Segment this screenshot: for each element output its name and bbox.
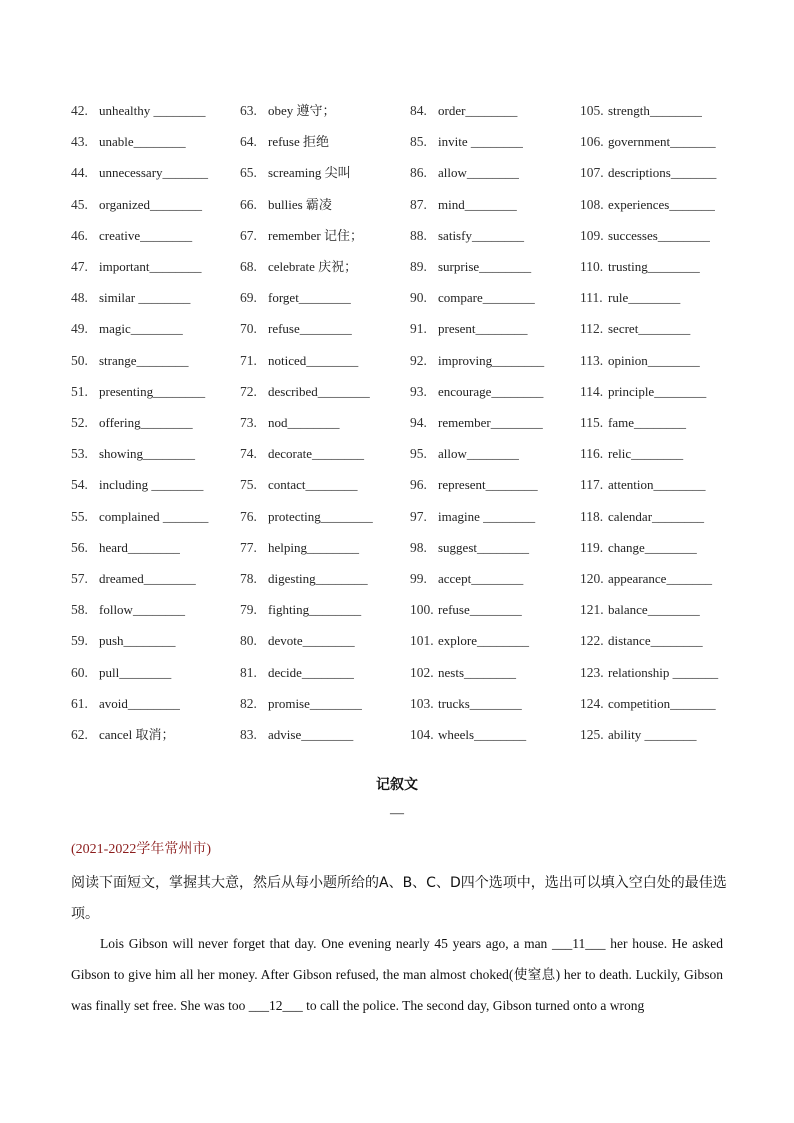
vocab-word: descriptions_______ — [608, 165, 717, 181]
vocab-number: 84. — [410, 103, 427, 118]
vocab-word: magic________ — [99, 321, 183, 337]
vocab-word: nests________ — [438, 664, 516, 680]
vocab-number: 74. — [240, 446, 257, 462]
vocab-item — [71, 257, 202, 277]
vocab-item — [240, 382, 370, 402]
vocab-item — [580, 226, 710, 246]
vocab-item — [71, 507, 208, 527]
vocab-word: digesting________ — [268, 571, 368, 586]
vocab-word: including ________ — [99, 477, 204, 493]
vocab-number: 103. — [410, 695, 434, 711]
vocab-number: 119. — [580, 539, 604, 555]
vocab-number: 123. — [580, 664, 604, 680]
vocab-word: strange________ — [99, 352, 189, 368]
vocab-number: 68. — [240, 259, 257, 274]
vocab-number: 48. — [71, 290, 88, 306]
vocab-word: bullies 霸凌 — [268, 196, 332, 212]
vocab-number: 115. — [580, 415, 604, 430]
vocab-item — [580, 725, 696, 745]
vocab-number: 122. — [580, 633, 604, 649]
vocab-item — [410, 600, 522, 620]
vocab-number: 64. — [240, 134, 257, 150]
vocab-word: suggest________ — [438, 539, 529, 555]
vocab-number: 116. — [580, 446, 604, 462]
vocab-item — [410, 163, 519, 183]
vocab-number: 102. — [410, 664, 434, 680]
vocab-word: cancel 取消； — [99, 727, 175, 742]
vocab-item — [580, 600, 700, 620]
vocab-number: 125. — [580, 727, 604, 742]
vocab-item — [580, 163, 716, 183]
vocab-word: distance________ — [608, 633, 703, 649]
vocab-number: 59. — [71, 633, 88, 649]
vocab-item — [71, 163, 208, 183]
vocab-number: 76. — [240, 508, 257, 524]
vocab-word: mind________ — [438, 196, 517, 212]
vocab-item — [240, 475, 358, 495]
vocab-number: 88. — [410, 227, 427, 243]
vocab-word: change________ — [608, 539, 697, 555]
vocab-number: 75. — [240, 477, 257, 493]
vocab-number: 85. — [410, 134, 427, 150]
vocab-item — [410, 351, 544, 371]
vocab-word: experiences_______ — [608, 196, 715, 212]
vocab-word: decide________ — [268, 664, 354, 680]
vocab-word: refuse________ — [438, 602, 522, 618]
vocab-word: explore________ — [438, 633, 529, 649]
vocab-item — [410, 257, 531, 277]
vocab-number: 96. — [410, 477, 427, 493]
vocab-number: 57. — [71, 571, 88, 586]
vocab-item — [240, 413, 340, 433]
vocab-word: push________ — [99, 633, 176, 649]
vocab-word: promise________ — [268, 695, 362, 711]
vocab-number: 81. — [240, 664, 257, 680]
vocab-item — [580, 663, 718, 683]
vocab-word: successes________ — [608, 227, 710, 243]
vocab-word: improving________ — [438, 352, 545, 368]
vocab-number: 80. — [240, 633, 257, 649]
vocab-item — [580, 569, 712, 589]
vocab-number: 62. — [71, 727, 88, 742]
vocab-number: 108. — [580, 196, 604, 212]
vocab-number: 63. — [240, 103, 257, 118]
vocab-number: 89. — [410, 259, 427, 274]
vocab-item — [580, 382, 706, 402]
vocab-word: unable________ — [99, 134, 186, 150]
vocab-number: 77. — [240, 539, 257, 555]
vocab-number: 53. — [71, 446, 88, 462]
vocab-number: 51. — [71, 383, 88, 399]
vocab-word: helping________ — [268, 539, 359, 555]
vocab-word: trusting________ — [608, 259, 700, 274]
vocab-word: fame________ — [608, 415, 686, 430]
vocab-word: noticed________ — [268, 352, 359, 368]
vocab-item — [71, 694, 180, 714]
vocab-item — [580, 444, 683, 464]
vocab-item — [580, 195, 715, 215]
vocab-word: relic________ — [608, 446, 684, 462]
vocab-number: 100. — [410, 602, 434, 618]
vocab-word: avoid________ — [99, 695, 180, 711]
vocab-number: 72. — [240, 383, 257, 399]
vocab-word: refuse________ — [268, 321, 352, 337]
vocab-item — [240, 694, 362, 714]
vocab-item — [71, 195, 202, 215]
vocab-number: 99. — [410, 571, 427, 586]
vocab-number: 117. — [580, 477, 604, 493]
vocab-item — [580, 132, 716, 152]
vocab-word: remember________ — [438, 415, 543, 430]
vocab-word: present________ — [438, 321, 528, 337]
vocab-number: 73. — [240, 415, 257, 430]
vocab-number: 66. — [240, 196, 257, 212]
vocab-item — [240, 538, 359, 558]
vocab-word: organized________ — [99, 196, 203, 212]
vocab-item — [71, 382, 205, 402]
vocab-item — [240, 507, 373, 527]
vocab-word: balance________ — [608, 602, 700, 618]
vocab-number: 83. — [240, 727, 257, 742]
vocab-number: 91. — [410, 321, 427, 337]
vocab-word: satisfy________ — [438, 227, 524, 243]
vocab-number: 82. — [240, 695, 257, 711]
vocab-word: imagine ________ — [438, 508, 536, 524]
vocab-number: 52. — [71, 415, 88, 430]
vocab-item — [240, 101, 336, 121]
vocab-word: order________ — [438, 103, 518, 118]
vocab-item — [240, 600, 361, 620]
vocab-item — [410, 101, 517, 121]
vocab-word: heard________ — [99, 539, 180, 555]
vocab-number: 79. — [240, 602, 257, 618]
vocab-word: protecting________ — [268, 508, 373, 524]
vocab-number: 45. — [71, 196, 88, 212]
section-number: — — [390, 806, 404, 821]
vocab-item — [240, 444, 364, 464]
vocab-word: accept________ — [438, 571, 524, 586]
vocab-item — [71, 569, 196, 589]
vocab-number: 46. — [71, 227, 88, 243]
vocab-number: 69. — [240, 290, 257, 306]
vocab-word: contact________ — [268, 477, 358, 493]
vocab-word: wheels________ — [438, 727, 527, 742]
vocab-item — [240, 725, 353, 745]
vocab-number: 114. — [580, 383, 604, 399]
vocab-number: 71. — [240, 352, 257, 368]
vocab-word: pull________ — [99, 664, 172, 680]
vocab-word: celebrate 庆祝； — [268, 259, 358, 274]
vocab-word: surprise________ — [438, 259, 532, 274]
vocab-word: presenting________ — [99, 383, 206, 399]
vocab-word: represent________ — [438, 477, 538, 493]
vocab-word: important________ — [99, 259, 202, 274]
vocab-number: 113. — [580, 352, 604, 368]
vocab-number: 86. — [410, 165, 427, 181]
vocab-number: 65. — [240, 165, 257, 181]
instructions: 阅读下面短文，掌握其大意，然后从每小题所给的A、B、C、D四个选项中，选出可以填入空白处的最佳选项。 — [71, 875, 727, 922]
vocab-item — [71, 600, 185, 620]
vocab-number: 87. — [410, 196, 427, 212]
vocab-item — [71, 226, 192, 246]
vocab-number: 124. — [580, 695, 604, 711]
section-title: 记叙文 — [376, 777, 418, 793]
vocab-word: forget________ — [268, 290, 351, 306]
vocab-number: 56. — [71, 539, 88, 555]
vocab-number: 95. — [410, 446, 427, 462]
vocab-number: 90. — [410, 290, 427, 306]
vocab-word: creative________ — [99, 227, 193, 243]
vocab-item — [410, 538, 529, 558]
vocab-item — [580, 257, 700, 277]
vocab-number: 106. — [580, 134, 604, 150]
vocab-item — [71, 351, 189, 371]
vocab-number: 67. — [240, 227, 257, 243]
vocab-word: competition_______ — [608, 695, 716, 711]
vocab-item — [410, 413, 543, 433]
vocab-item — [410, 475, 538, 495]
vocab-item — [240, 663, 354, 683]
vocab-word: appearance_______ — [608, 571, 712, 586]
vocab-number: 43. — [71, 134, 88, 150]
vocab-word: fighting________ — [268, 602, 362, 618]
vocab-word: strength________ — [608, 103, 702, 118]
vocab-word: refuse 拒绝 — [268, 134, 330, 150]
vocab-number: 120. — [580, 571, 604, 586]
vocab-item — [410, 694, 522, 714]
vocab-item — [71, 444, 195, 464]
vocab-word: nod________ — [268, 415, 340, 430]
vocab-number: 94. — [410, 415, 427, 430]
vocab-word: invite ________ — [438, 134, 523, 150]
vocab-word: opinion________ — [608, 352, 700, 368]
vocab-word: remember 记住； — [268, 227, 363, 243]
vocab-item — [580, 507, 704, 527]
vocab-word: screaming 尖叫 — [268, 165, 351, 181]
vocab-word: secret________ — [608, 321, 691, 337]
vocab-number: 47. — [71, 259, 88, 274]
vocab-word: allow________ — [438, 446, 519, 462]
vocab-item — [71, 663, 171, 683]
vocab-number: 61. — [71, 695, 88, 711]
vocab-item — [71, 101, 206, 121]
vocab-item — [240, 631, 355, 651]
vocab-word: decorate________ — [268, 446, 365, 462]
vocab-word: offering________ — [99, 415, 193, 430]
vocab-number: 54. — [71, 477, 88, 493]
vocab-word: compare________ — [438, 290, 535, 306]
vocab-word: encourage________ — [438, 383, 544, 399]
vocab-number: 111. — [580, 290, 603, 306]
vocab-item — [580, 475, 706, 495]
vocab-item — [410, 663, 516, 683]
vocab-item — [240, 226, 363, 246]
vocab-number: 93. — [410, 383, 427, 399]
vocab-word: showing________ — [99, 446, 196, 462]
vocab-item — [580, 538, 697, 558]
vocab-word: principle________ — [608, 383, 707, 399]
reading-passage: Lois Gibson will never forget that day. One evening nearly 45 years ago, a man ___11___ her house. He asked Gibson to give him all her money. After Gibson refused, the man almost choked(使窒息) her to death. Luckily, Gibson was finally set free. She was too ___12___ to call the police. The second day, Gibson turned onto a wrong — [71, 936, 723, 1013]
vocab-item — [410, 631, 529, 651]
vocab-word: follow________ — [99, 602, 185, 618]
vocab-item — [410, 725, 526, 745]
vocab-item — [410, 444, 519, 464]
vocab-word: allow________ — [438, 165, 519, 181]
vocab-number: 70. — [240, 321, 257, 337]
vocab-number: 101. — [410, 633, 434, 649]
vocab-item — [580, 631, 703, 651]
vocab-number: 49. — [71, 321, 88, 337]
vocab-number: 78. — [240, 571, 257, 586]
vocab-number: 121. — [580, 602, 604, 618]
vocab-number: 42. — [71, 103, 88, 118]
vocab-word: trucks________ — [438, 695, 522, 711]
vocab-item — [240, 132, 329, 152]
vocab-word: obey 遵守； — [268, 103, 336, 118]
vocab-number: 105. — [580, 103, 604, 118]
vocab-word: ability ________ — [608, 727, 697, 742]
vocab-number: 60. — [71, 664, 88, 680]
vocab-item — [410, 132, 523, 152]
vocab-item — [71, 631, 176, 651]
vocab-number: 92. — [410, 352, 427, 368]
vocab-word: described________ — [268, 383, 370, 399]
vocab-word: devote________ — [268, 633, 355, 649]
vocab-word: attention________ — [608, 477, 706, 493]
vocab-number: 112. — [580, 321, 604, 337]
vocab-word: similar ________ — [99, 290, 191, 306]
vocab-item — [580, 319, 690, 339]
vocab-item — [580, 101, 702, 121]
vocab-item — [580, 288, 680, 308]
vocab-number: 50. — [71, 352, 88, 368]
vocab-item — [240, 257, 357, 277]
vocab-item — [71, 413, 193, 433]
vocab-item — [71, 538, 180, 558]
vocab-item — [240, 288, 351, 308]
vocab-word: advise________ — [268, 727, 354, 742]
vocab-word: complained _______ — [99, 508, 209, 524]
vocab-item — [240, 195, 332, 215]
exam-source: (2021-2022学年常州市) — [71, 842, 211, 857]
vocab-item — [71, 319, 183, 339]
vocab-item — [580, 413, 686, 433]
vocab-item — [240, 351, 358, 371]
vocab-number: 97. — [410, 508, 427, 524]
vocab-item — [240, 163, 351, 183]
vocab-number: 109. — [580, 227, 604, 243]
vocab-item — [410, 507, 535, 527]
vocab-item — [71, 132, 186, 152]
vocab-word: government_______ — [608, 134, 716, 150]
vocab-item — [410, 226, 524, 246]
vocab-word: calendar________ — [608, 508, 705, 524]
vocab-word: relationship _______ — [608, 664, 719, 680]
vocab-number: 44. — [71, 165, 88, 181]
vocab-item — [240, 569, 368, 589]
vocab-number: 58. — [71, 602, 88, 618]
vocab-item — [410, 319, 528, 339]
vocab-word: rule________ — [608, 290, 681, 306]
vocab-number: 104. — [410, 727, 434, 742]
vocab-item — [580, 351, 700, 371]
vocab-number: 98. — [410, 539, 427, 555]
vocab-number: 55. — [71, 508, 88, 524]
vocab-item — [240, 319, 352, 339]
vocab-item — [580, 694, 716, 714]
vocab-item — [410, 382, 543, 402]
vocab-word: unhealthy ________ — [99, 103, 206, 118]
vocab-word: dreamed________ — [99, 571, 196, 586]
vocab-word: unnecessary_______ — [99, 165, 209, 181]
vocab-number: 118. — [580, 508, 604, 524]
vocab-item — [71, 725, 174, 745]
vocab-item — [410, 569, 523, 589]
vocab-item — [410, 195, 517, 215]
vocab-item — [71, 475, 203, 495]
vocab-number: 107. — [580, 165, 604, 181]
vocab-item — [71, 288, 190, 308]
vocab-item — [410, 288, 535, 308]
vocab-number: 110. — [580, 259, 604, 274]
